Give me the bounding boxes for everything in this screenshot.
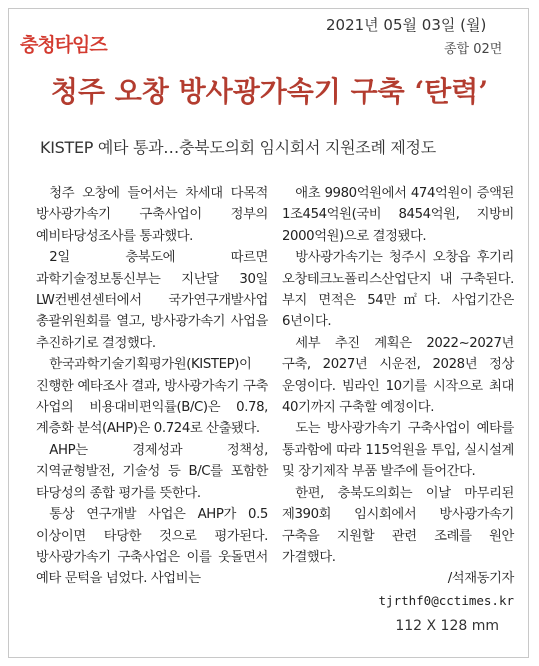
paragraph: AHP는 경제성과 정책성, 지역균형발전, 기술성 등 B/C를 포함한 타당성의 종합 평가를 뜻한다. (36, 442, 268, 501)
paragraph: 한편, 충북도의회는 이날 마무리된 제390회 임시회에서 방사광가속기 구축을 지원할 관련 조례를 원안 가결했다. (282, 485, 514, 565)
paragraph: 한국과학기술기획평가원(KISTEP)이 진행한 예타조사 결과, 방사광가속기 구축 사업의 비용대비편익률(B/C)은 0.78, 계층화 분석(AHP)은 0.724로 산출됐다. (36, 357, 268, 437)
paragraph: 애초 9980억원에서 474억원이 증액된 1조454억원(국비 8454억원, 지방비 2000억원)으로 결정됐다. (282, 186, 514, 244)
clip-size: 112 X 128 mm (395, 618, 499, 634)
article-headline: 청주 오창 방사광가속기 구축 ‘탄력’ (50, 75, 489, 108)
article-column-left (36, 183, 268, 590)
section-page: 종합 02면 (444, 42, 503, 57)
reporter-email: tjrthf0@cctimes.kr (378, 592, 514, 608)
paragraph: 청주 오창에 들어서는 차세대 다목적 방사광가속기 구축사업이 정부의 예비타당성조사를 통과했다. (36, 186, 268, 244)
paragraph: 세부 추진 계획은 2022~2027년 구축, 2027년 시운전, 2028년 정상 운영이다. 빔라인 10기를 시작으로 최대 40기까지 구축할 예정이다. (282, 335, 514, 416)
paragraph: 2일 충북도에 따르면 과학기술정보통신부는 지난달 30일 LW컨벤션센터에서 국가연구개발사업 총괄위원회를 열고, 방사광가속기 사업을 추진하기로 결정했다. (36, 250, 268, 351)
paragraph: 통상 연구개발 사업은 AHP가 0.5 이상이면 타당한 것으로 평가된다. 방사광가속기 구축사업은 이를 웃돌면서 예타 문턱을 넘었다. 사업비는 (36, 507, 268, 587)
article-column-right (282, 183, 514, 611)
article-subheadline: KISTEP 예타 통과…충북도의회 임시회서 지원조례 제정도 (40, 138, 436, 157)
paragraph: 도는 방사광가속기 구축사업이 예타를 통과함에 따라 115억원을 투입, 실시설계 및 장기제작 부품 발주에 들어간다. (282, 421, 514, 480)
newspaper-masthead: 충청타임즈 (20, 34, 107, 56)
publication-date: 2021년 05월 03일 (월) (326, 16, 487, 34)
byline: /석재동기자 (447, 571, 514, 587)
paragraph: 방사광가속기는 청주시 오창읍 후기리 오창테크노폴리스산업단지 내 구축된다. 부지 면적은 54만㎡다. 사업기간은 6년이다. (282, 250, 514, 330)
